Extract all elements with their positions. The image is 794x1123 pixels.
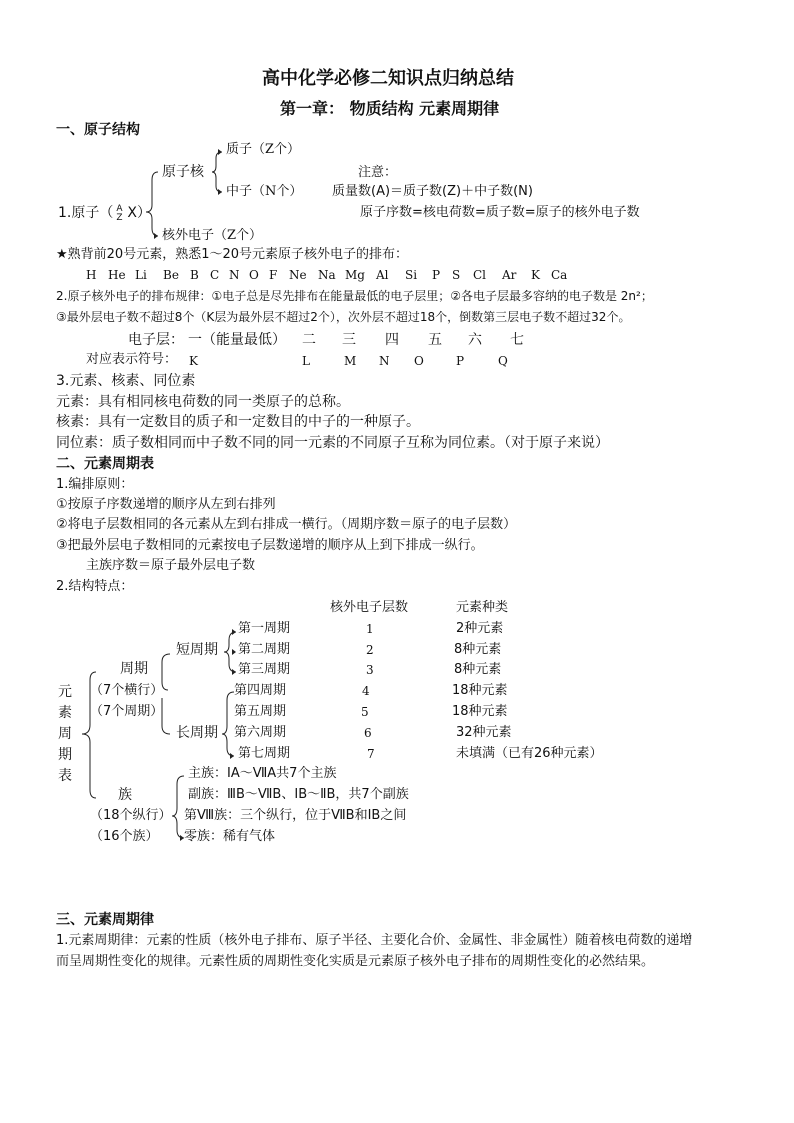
period-count: （7个周期） (90, 704, 164, 719)
layer-symbol: O (414, 354, 424, 368)
note-mass-number: 质量数(A)＝质子数(Z)＋中子数(N) (332, 184, 533, 199)
element-symbol: K (531, 268, 540, 282)
principle-3: ③把最外层电子数相同的元素按电子层数递增的顺序从上到下排成一纵行。 (56, 538, 484, 553)
period-name: 第六周期 (234, 725, 287, 740)
period-shell-count: 6 (364, 726, 372, 740)
page-title: 高中化学必修二知识点归纳总结 (262, 68, 514, 89)
tree-electron: 核外电子（Z个） (162, 228, 263, 243)
element-symbol: Mg (345, 268, 365, 282)
tree-neutron: 中子（N个） (226, 184, 303, 199)
element-symbol: P (432, 268, 441, 282)
electron-layer: 三 (342, 332, 356, 348)
element-symbol: Ar (502, 268, 517, 282)
element-symbol: Li (135, 268, 147, 282)
sub-groups: 副族：ⅢB～ⅦB、ⅠB～ⅡB，共7个副族 (188, 787, 409, 802)
tree-nucleus: 原子核 (162, 164, 204, 180)
electron-layer: 七 (510, 332, 524, 348)
period-name: 第一周期 (238, 621, 291, 636)
group-eight: 第Ⅷ族：三个纵行，位于ⅦB和ⅠB之间 (184, 808, 407, 823)
group-count: （16个族） (90, 829, 159, 844)
period-element-kinds: 8种元素 (454, 662, 502, 677)
layer-symbol: K (189, 354, 198, 368)
group-label: 族 (118, 787, 132, 803)
layer-symbol: N (379, 354, 390, 368)
tree-proton: 质子（Z个） (226, 142, 301, 157)
element-symbol: He (108, 268, 126, 282)
symbol-label: 对应表示符号： (86, 352, 178, 367)
period-shell-count: 4 (362, 684, 370, 698)
element-symbol: F (269, 268, 278, 282)
period-name: 第五周期 (234, 704, 287, 719)
layer-symbol: P (456, 354, 465, 368)
periodic-law-line-2: 而呈周期性变化的规律。元素性质的周期性变化实质是元素原子核外电子排布的周期性变化的必然结果。 (56, 954, 655, 969)
period-shell-count: 3 (366, 663, 374, 677)
element-symbol: Ne (289, 268, 307, 282)
electron-layer: 四 (385, 332, 399, 348)
root-char: 周 (58, 726, 72, 742)
element-symbol: B (190, 268, 199, 282)
element-symbol: Na (318, 268, 336, 282)
root-char: 表 (58, 768, 72, 784)
period-element-kinds: 18种元素 (452, 704, 508, 719)
atomic-number-label: Z (116, 213, 123, 223)
column-header-kinds: 元素种类 (456, 600, 509, 615)
element-symbol: N (229, 268, 240, 282)
main-groups: 主族：ⅠA～ⅦA共7个主族 (188, 766, 337, 781)
arrangement-principles: 1.编排原则： (56, 477, 134, 492)
element-symbol: Si (405, 268, 418, 282)
period-name: 第七周期 (238, 746, 291, 761)
period-name: 第四周期 (234, 683, 287, 698)
long-period-label: 长周期 (176, 725, 218, 741)
period-element-kinds: 未填满（已有26种元素） (456, 746, 603, 761)
note-label: 注意： (358, 165, 398, 180)
section-heading-atom-structure: 一、原子结构 (56, 122, 140, 138)
electron-layer: 六 (468, 332, 482, 348)
note-atomic-number: 原子序数=核电荷数=质子数=原子的核外电子数 (360, 205, 640, 220)
star-note: ★熟背前20号元素，熟悉1～20号元素原子核外电子的排布： (56, 247, 409, 262)
period-element-kinds: 32种元素 (456, 725, 512, 740)
element-symbol: Ca (551, 268, 568, 282)
period-shell-count: 7 (367, 747, 375, 761)
root-char: 期 (58, 747, 72, 763)
periodic-law-line-1: 1.元素周期律：元素的性质（核外电子排布、原子半径、主要化合价、金属性、非金属性）随着核电荷数的递增 (56, 933, 693, 948)
element-symbol: S (452, 268, 461, 282)
zero-group: 零族：稀有气体 (184, 829, 276, 844)
isotope-definition: 同位素：质子数相同而中子数不同的同一元素的不同原子互称为同位素。（对于原子来说） (56, 435, 609, 451)
period-shell-count: 5 (361, 705, 369, 719)
element-symbol: C (210, 268, 220, 282)
section-heading-periodic-law: 三、元素周期律 (56, 912, 154, 928)
root-char: 素 (58, 705, 72, 721)
layer-symbol: Q (498, 354, 508, 368)
period-shell-count: 1 (366, 622, 374, 636)
main-group-rule: 主族序数＝原子最外层电子数 (86, 558, 256, 573)
period-shell-count: 2 (366, 643, 374, 657)
rule-line-1: 2.原子核外电子的排布规律：①电子总是尽先排布在能量最低的电子层里；②各电子层最多容纳的电子数是 2n²； (56, 289, 653, 303)
short-period-label: 短周期 (176, 642, 218, 658)
layer-symbol: M (344, 354, 357, 368)
group-columns: （18个纵行） (90, 808, 172, 823)
element-symbol: Cl (473, 268, 487, 282)
period-name: 第三周期 (238, 662, 291, 677)
element-definition: 元素：具有相同核电荷数的同一类原子的总称。 (56, 394, 350, 410)
period-name: 第二周期 (238, 642, 291, 657)
element-symbol: O (249, 268, 259, 282)
period-rows: （7个横行） (90, 683, 164, 698)
rule-line-2: ③最外层电子数不超过8个（K层为最外层不超过2个），次外层不超过18个，倒数第三层电子数不超过32个。 (56, 310, 631, 324)
subheading-element-nuclide-isotope: 3.元素、核素、同位素 (56, 373, 196, 389)
layer-label: 电子层： (128, 332, 184, 348)
structure-features: 2.结构特点： (56, 579, 134, 594)
column-header-shells: 核外电子层数 (330, 600, 409, 615)
period-element-kinds: 2种元素 (456, 621, 504, 636)
section-heading-periodic-table: 二、元素周期表 (56, 456, 154, 472)
tree-atom: 1.原子（ A Z X） (58, 204, 151, 223)
period-element-kinds: 8种元素 (454, 642, 502, 657)
period-element-kinds: 18种元素 (452, 683, 508, 698)
layer-symbol: L (302, 354, 310, 368)
element-symbol: Be (163, 268, 179, 282)
electron-layer: 二 (302, 332, 316, 348)
nuclide-definition: 核素：具有一定数目的质子和一定数目的中子的一种原子。 (56, 414, 420, 430)
electron-layer: 五 (428, 332, 442, 348)
mass-number-label: A (116, 204, 123, 214)
principle-1: ①按原子序数递增的顺序从左到右排列 (56, 497, 276, 512)
principle-2: ②将电子层数相同的各元素从左到右排成一横行。（周期序数＝原子的电子层数） (56, 517, 517, 532)
element-symbol: Al (376, 268, 389, 282)
electron-layer: 一（能量最低） (188, 332, 286, 348)
element-symbol: H (86, 268, 97, 282)
chapter-title: 第一章： 物质结构 元素周期律 (280, 99, 500, 118)
period-label: 周期 (120, 661, 148, 677)
root-char: 元 (58, 684, 72, 700)
